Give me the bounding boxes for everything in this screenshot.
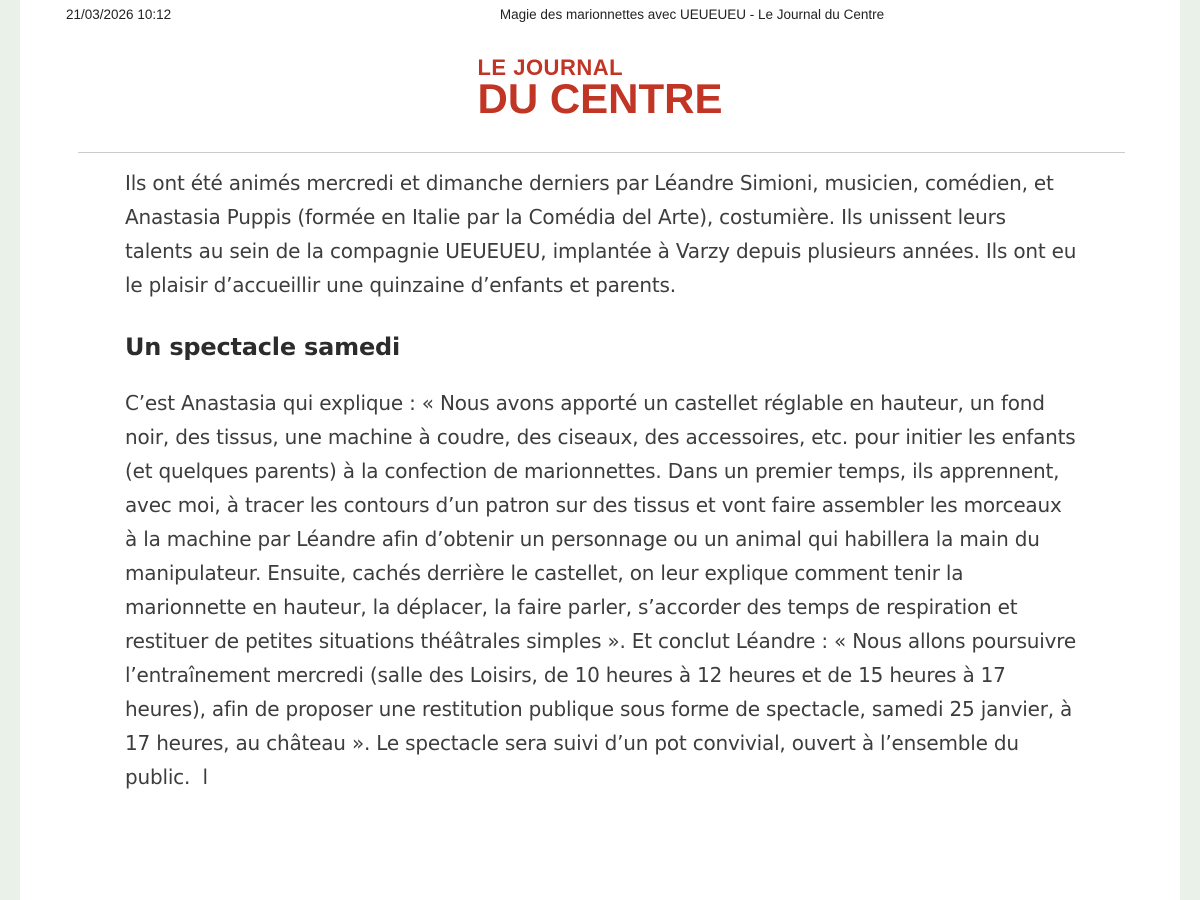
article-paragraph-1: Ils ont été animés mercredi et dimanche derniers par Léandre Simioni, musicien, comédien, et Anastasia Puppis (formée en Italie par la Comédia del Arte), costumière. Ils unissent leurs talents au sein de la compagnie UEUEUEU, implantée à Varzy depuis plusieurs années. Ils ont eu le plaisir d’accueillir une quinzaine d’enfants et parents. bbox=[125, 171, 1077, 297]
masthead bbox=[0, 55, 1200, 122]
print-datetime: 21/03/2026 10:12 bbox=[66, 7, 172, 22]
logo-line-1: LE JOURNAL bbox=[477, 55, 624, 80]
print-header bbox=[0, 7, 1200, 27]
journal-du-centre-logo bbox=[477, 55, 723, 122]
article-body bbox=[125, 153, 1077, 794]
article-subheading: Un spectacle samedi bbox=[125, 333, 401, 361]
article-paragraph-2: C’est Anastasia qui explique : « Nous avons apporté un castellet réglable en hauteur, un fond noir, des tissus, une machine à coudre, des ciseaux, des accessoires, etc. pour initier les enfants (et quelques parents) à la confection de marionnettes. Dans un premier temps, ils apprennent, avec moi, à tracer les contours d’un patron sur des tissus et vont faire assembler les morceaux à la machine par Léandre afin d’obtenir un personnage ou un animal qui habillera la main du manipulateur. Ensuite, cachés derrière le castellet, on leur explique comment tenir la marionnette en hauteur, la déplacer, la faire parler, s’accorder des temps de respiration et restituer de petites situations théâtrales simples ». Et conclut Léandre : « Nous allons poursuivre l’entraînement mercredi (salle des Loisirs, de 10 heures à 12 heures et de 15 heures à 17 heures), afin de proposer une restitution publique sous forme de spectacle, samedi 25 janvier, à 17 heures, au château ». Le spectacle sera suivi d’un pot convivial, ouvert à l’ensemble du public. l bbox=[125, 391, 1076, 789]
right-margin-strip bbox=[1180, 0, 1200, 900]
print-document-title: Magie des marionnettes avec UEUEUEU - Le Journal du Centre bbox=[499, 7, 885, 22]
left-margin-strip bbox=[0, 0, 20, 900]
logo-line-2: DU CENTRE bbox=[477, 75, 723, 122]
